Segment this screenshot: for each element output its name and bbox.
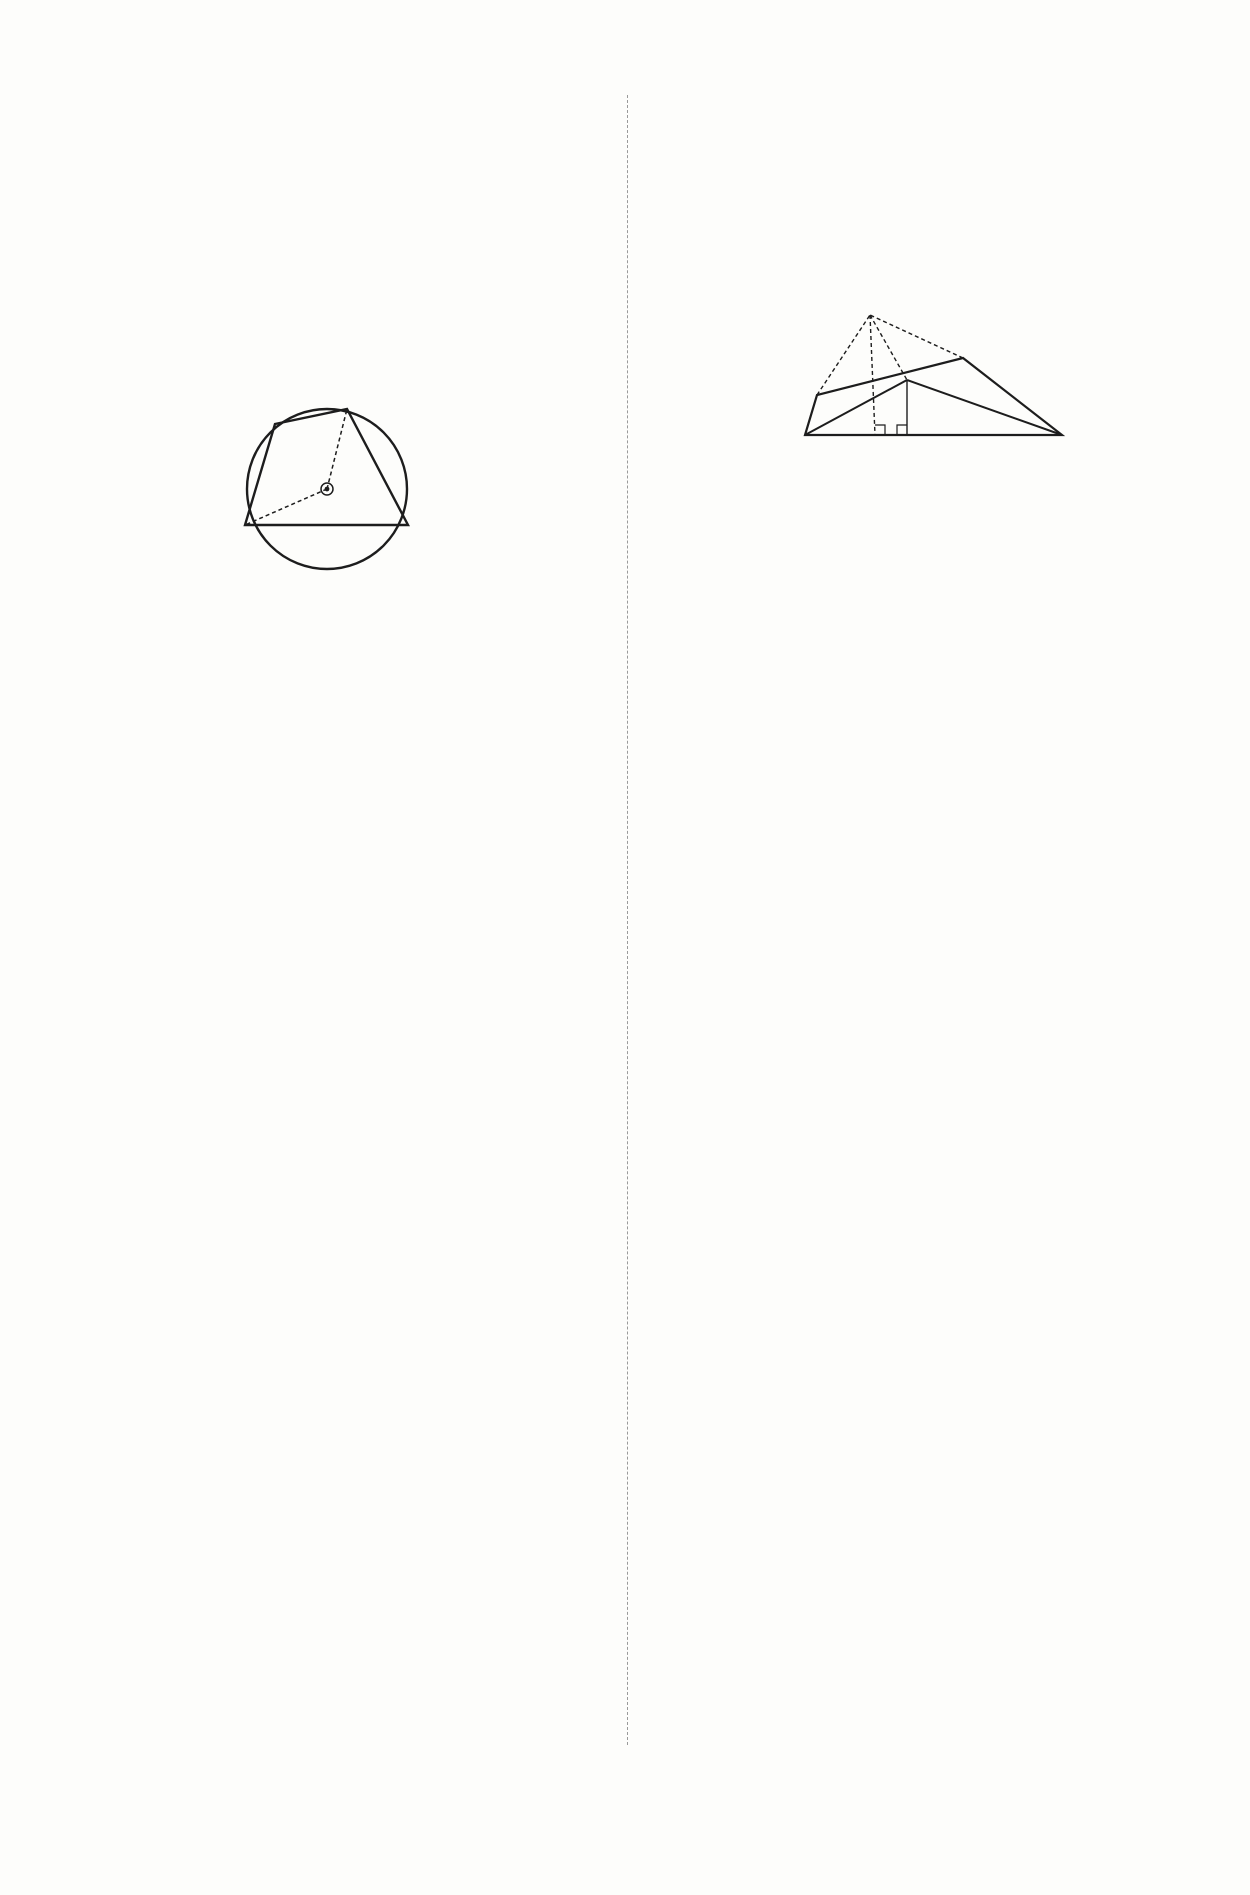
- triangle-figure: [780, 285, 1120, 465]
- column-divider: [627, 95, 629, 1745]
- circle-figure: [225, 385, 445, 585]
